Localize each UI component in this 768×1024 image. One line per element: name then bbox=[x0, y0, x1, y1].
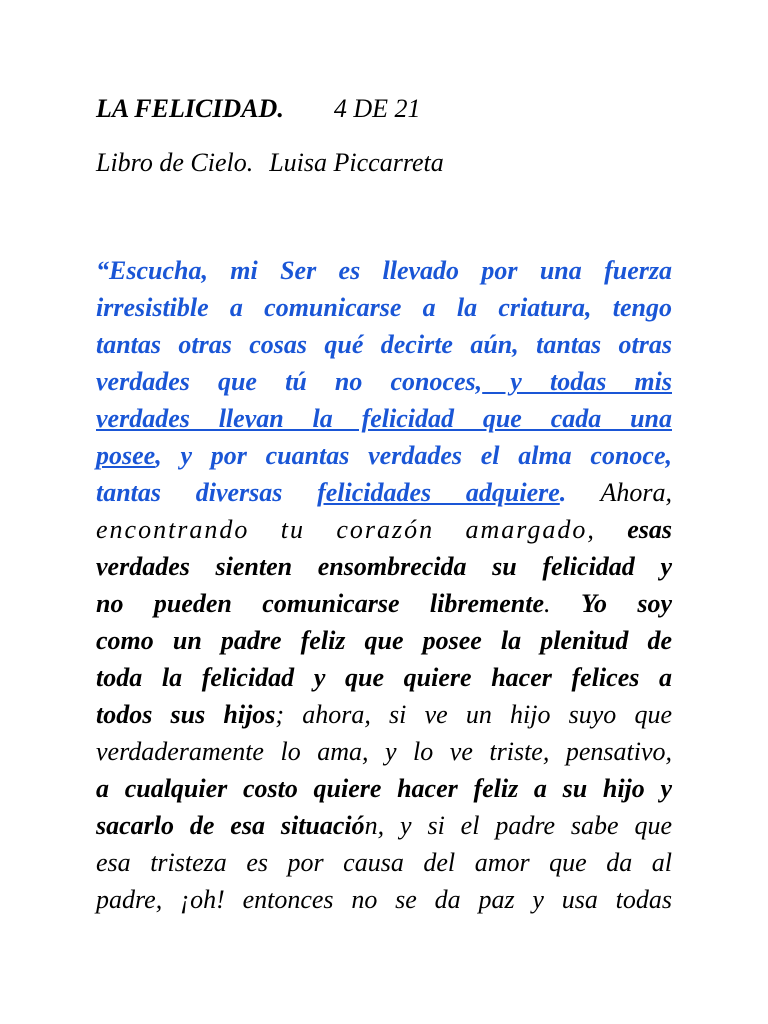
text-line bbox=[96, 363, 672, 400]
document-page bbox=[96, 0, 672, 1024]
bold-text: todos sus hijos bbox=[96, 700, 276, 729]
bold-text: esas bbox=[627, 515, 672, 544]
book-title: Libro de Cielo. bbox=[96, 148, 254, 177]
text-line bbox=[96, 326, 672, 363]
document-subheading bbox=[96, 148, 444, 178]
document-title: LA FELICIDAD. bbox=[96, 94, 284, 123]
text-line bbox=[96, 807, 672, 844]
text-line bbox=[96, 844, 672, 881]
text-line bbox=[96, 733, 672, 770]
text-line bbox=[96, 696, 672, 733]
body-text: . bbox=[544, 589, 581, 618]
text-line bbox=[96, 474, 672, 511]
body-text: ; ahora, si ve un hijo suyo que bbox=[275, 700, 672, 729]
quote-text: tantas diversas bbox=[96, 478, 318, 507]
quote-text: . bbox=[559, 478, 567, 507]
text-line bbox=[96, 548, 672, 585]
body-text: esa tristeza es por causa del amor que da al bbox=[96, 848, 672, 877]
underlined-quote-text: y todas mis bbox=[482, 367, 672, 396]
text-line bbox=[96, 252, 672, 289]
body-text: padre, ¡oh! entonces no se da paz y usa todas bbox=[96, 885, 672, 914]
text-line bbox=[96, 289, 672, 326]
underlined-quote-text: felicidades adquiere bbox=[317, 478, 560, 507]
bold-text: sacarlo de esa situació bbox=[96, 811, 365, 840]
bold-text: a cualquier costo quiere hacer feliz a su hijo y bbox=[96, 774, 672, 803]
underlined-quote-text: posee bbox=[96, 441, 156, 470]
page-indicator: 4 DE 21 bbox=[333, 94, 421, 123]
body-text: n, y si el padre sabe que bbox=[364, 811, 672, 840]
text-line bbox=[96, 511, 672, 548]
underlined-quote-text: verdades llevan la felicidad que cada una bbox=[96, 404, 672, 433]
text-line bbox=[96, 437, 672, 474]
bold-text: verdades sienten ensombrecida su felicidad y bbox=[96, 552, 672, 581]
quote-text: “Escucha, mi Ser es llevado por una fuerza bbox=[96, 256, 672, 285]
text-line bbox=[96, 881, 672, 918]
text-line bbox=[96, 770, 672, 807]
bold-text: toda la felicidad y que quiere hacer felices a bbox=[96, 663, 672, 692]
text-line bbox=[96, 400, 672, 437]
quote-text: irresistible a comunicarse a la criatura, tengo bbox=[96, 293, 672, 322]
bold-text: como un padre feliz que posee la plenitud de bbox=[96, 626, 672, 655]
bold-text: Yo soy bbox=[580, 589, 673, 618]
body-text: encontrando tu corazón amargado, bbox=[96, 515, 628, 544]
document-heading bbox=[96, 94, 421, 124]
body-text: Ahora, bbox=[566, 478, 673, 507]
quote-text: , y por cuantas verdades el alma conoce, bbox=[155, 441, 672, 470]
author-name: Luisa Piccarreta bbox=[269, 148, 444, 177]
text-line bbox=[96, 585, 672, 622]
body-text: verdaderamente lo ama, y lo ve triste, pensativo, bbox=[96, 737, 672, 766]
text-line bbox=[96, 622, 672, 659]
text-line bbox=[96, 659, 672, 696]
quote-text: tantas otras cosas qué decirte aún, tantas otras bbox=[96, 330, 672, 359]
quote-text: verdades que tú no conoces, bbox=[96, 367, 483, 396]
body-paragraph bbox=[96, 252, 672, 918]
bold-text: no pueden comunicarse libremente bbox=[96, 589, 545, 618]
